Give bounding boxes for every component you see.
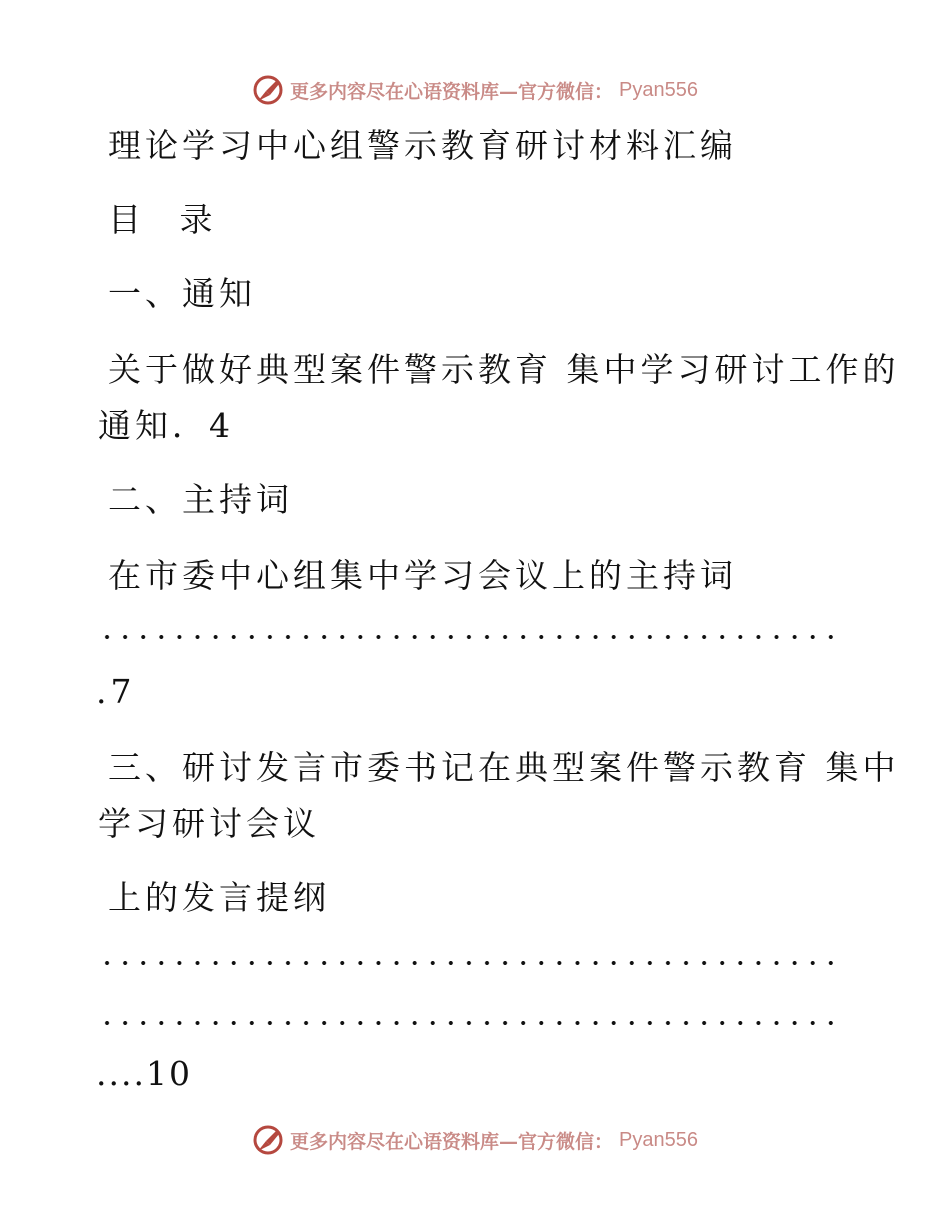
section2-page: .7 [96,672,136,711]
dot-leader [98,960,840,966]
section3-line2: 学习研讨会议 [98,804,320,843]
document-title: 理论学习中心组警示教育研讨材料汇编 [108,126,737,165]
watermark-id: Pyan556 [619,78,698,101]
section1-item-line1: 关于做好典型案件警示教育 集中学习研讨工作的 [108,350,900,389]
watermark-id: Pyan556 [619,1128,698,1151]
section3-line3: 上的发言提纲 [108,878,330,917]
watermark-text: 更多内容尽在心语资料库—官方微信： [290,80,614,103]
watermark-banner-bottom [0,1120,950,1160]
section2-item: 在市委中心组集中学习会议上的主持词 [108,556,737,595]
dot-leader [98,634,840,640]
section2-heading: 二、主持词 [108,480,293,519]
dot-leader [98,1020,840,1026]
section3-page: ....10 [96,1054,192,1093]
watermark-banner-top [0,70,950,110]
section3-line1: 三、研讨发言市委书记在典型案件警示教育 集中 [108,748,900,787]
pen-logo-icon [252,1124,284,1156]
section1-item-line2: 通知．4 [98,406,234,445]
pen-logo-icon [252,74,284,106]
section1-heading: 一、通知 [108,274,256,313]
watermark-text: 更多内容尽在心语资料库—官方微信： [290,1130,614,1153]
toc-heading: 目 录 [108,200,227,239]
